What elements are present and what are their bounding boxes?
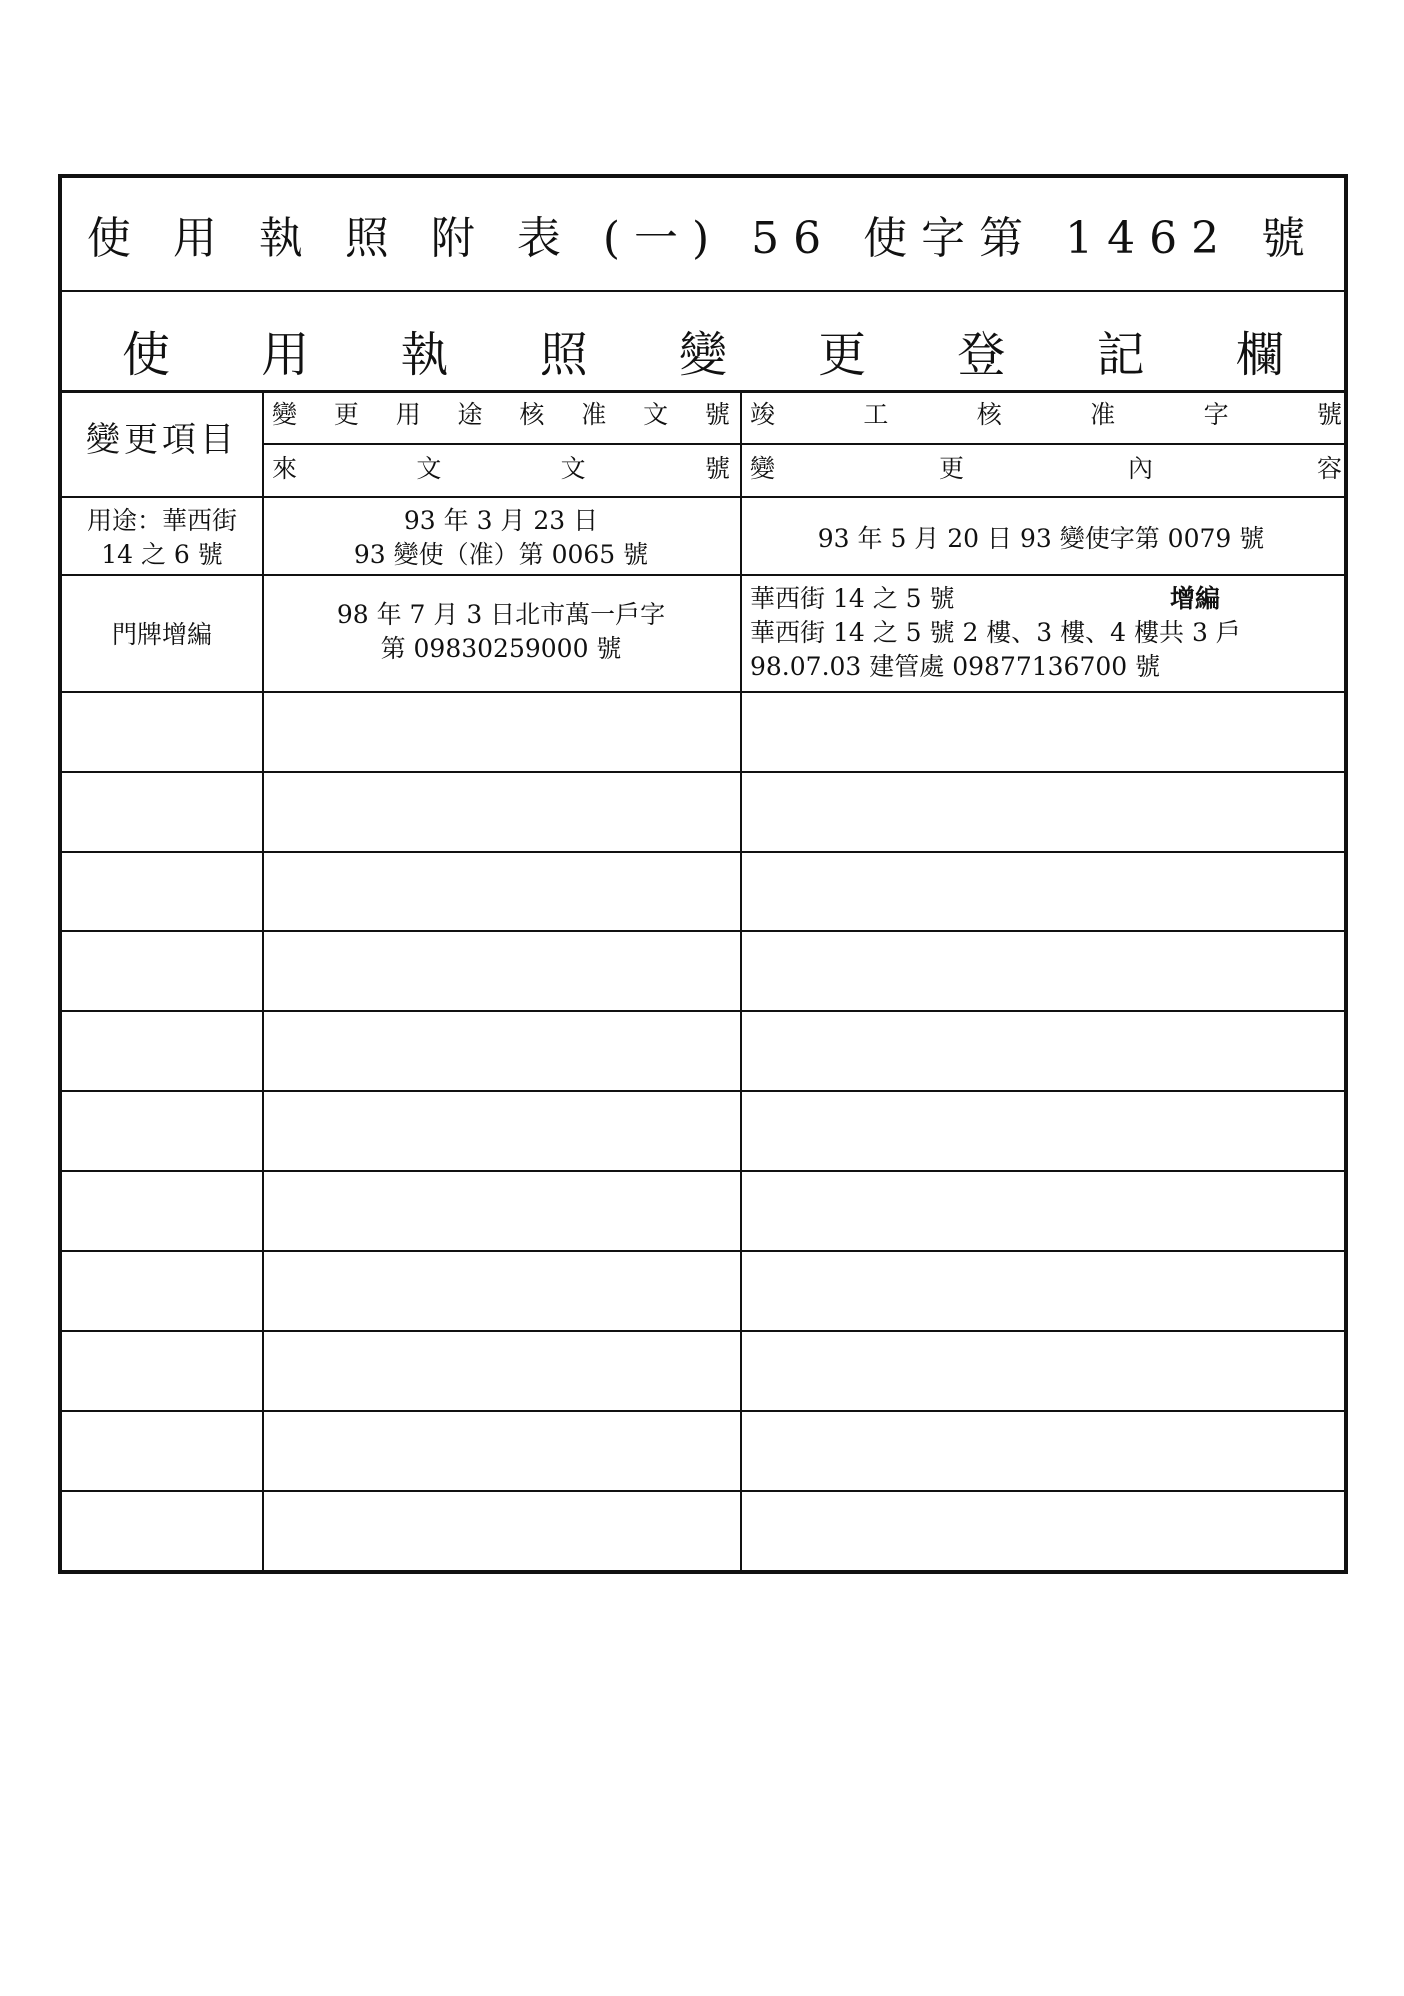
table-cell-content: 93 年 5 月 20 日 93 變使字第 0079 號 [817, 524, 1265, 553]
header-char: 文 [416, 454, 442, 483]
header-char: 用 [395, 400, 421, 429]
header-incoming-doc [272, 452, 730, 486]
table-row-divider [62, 574, 1344, 576]
section-title-char: 用 [261, 327, 310, 383]
section-title-char: 登 [957, 327, 1006, 383]
table-row-divider [62, 1010, 1344, 1012]
table-cell-content: 華西街 14 之 5 號 增編 華西街 14 之 5 號 2 樓、3 樓、4 樓共 3 戶 98.07.03 建管處 09877136700 號 [750, 584, 1241, 681]
header-char: 容 [1316, 454, 1342, 483]
header-char: 變 [750, 454, 776, 483]
header-char: 內 [1127, 454, 1153, 483]
header-char: 工 [863, 400, 889, 429]
header-char: 號 [704, 400, 730, 429]
section-title-char: 照 [539, 327, 588, 383]
header-char: 准 [1090, 400, 1116, 429]
divider [62, 496, 1344, 498]
header-item: 變更項目 [86, 420, 238, 460]
section-title [122, 316, 1284, 385]
section-title-char: 變 [678, 327, 727, 383]
header-char: 文 [560, 454, 586, 483]
header-char: 字 [1203, 400, 1229, 429]
header-char: 來 [272, 454, 298, 483]
section-title-char: 欄 [1235, 327, 1284, 383]
header-change-content [750, 452, 1342, 486]
header-char: 變 [272, 400, 298, 429]
table-row-divider [62, 1090, 1344, 1092]
table-row-divider [62, 1410, 1344, 1412]
divider [62, 390, 1344, 393]
column-divider [740, 390, 742, 1574]
table-cell-doc: 93 年 3 月 23 日 93 變使（准）第 0065 號 [353, 506, 649, 569]
table-row-divider [62, 1170, 1344, 1172]
table-row-divider [62, 851, 1344, 853]
section-title-char: 記 [1096, 327, 1145, 383]
header-approval-doc [272, 398, 730, 432]
table-row-divider [62, 930, 1344, 932]
section-title-char: 執 [400, 327, 449, 383]
table-cell-item: 門牌增編 [111, 620, 212, 649]
usage-permit-table [58, 174, 1348, 1574]
document-title: 使 用 執 照 附 表 (一) 56 使字第 1462 號 [86, 213, 1320, 264]
header-char: 核 [519, 400, 545, 429]
section-title-char: 更 [818, 327, 867, 383]
header-char: 號 [1316, 400, 1342, 429]
table-cell-doc: 98 年 7 月 3 日北市萬一戶字 第 09830259000 號 [336, 600, 666, 663]
table-row-divider [62, 771, 1344, 773]
section-title-char: 使 [122, 327, 171, 383]
header-char: 竣 [750, 400, 776, 429]
table-cell-item: 用途：華西街 14 之 6 號 [86, 506, 237, 569]
header-char: 更 [938, 454, 964, 483]
header-char: 途 [457, 400, 483, 429]
table-row-divider [62, 1250, 1344, 1252]
header-char: 核 [976, 400, 1002, 429]
table-row-divider [62, 691, 1344, 693]
header-char: 號 [704, 454, 730, 483]
header-char: 更 [333, 400, 359, 429]
header-char: 准 [581, 400, 607, 429]
table-row-divider [62, 1330, 1344, 1332]
header-completion-no [750, 398, 1342, 432]
divider [62, 290, 1344, 292]
header-char: 文 [643, 400, 669, 429]
divider [262, 443, 1344, 445]
table-row-divider [62, 1490, 1344, 1492]
